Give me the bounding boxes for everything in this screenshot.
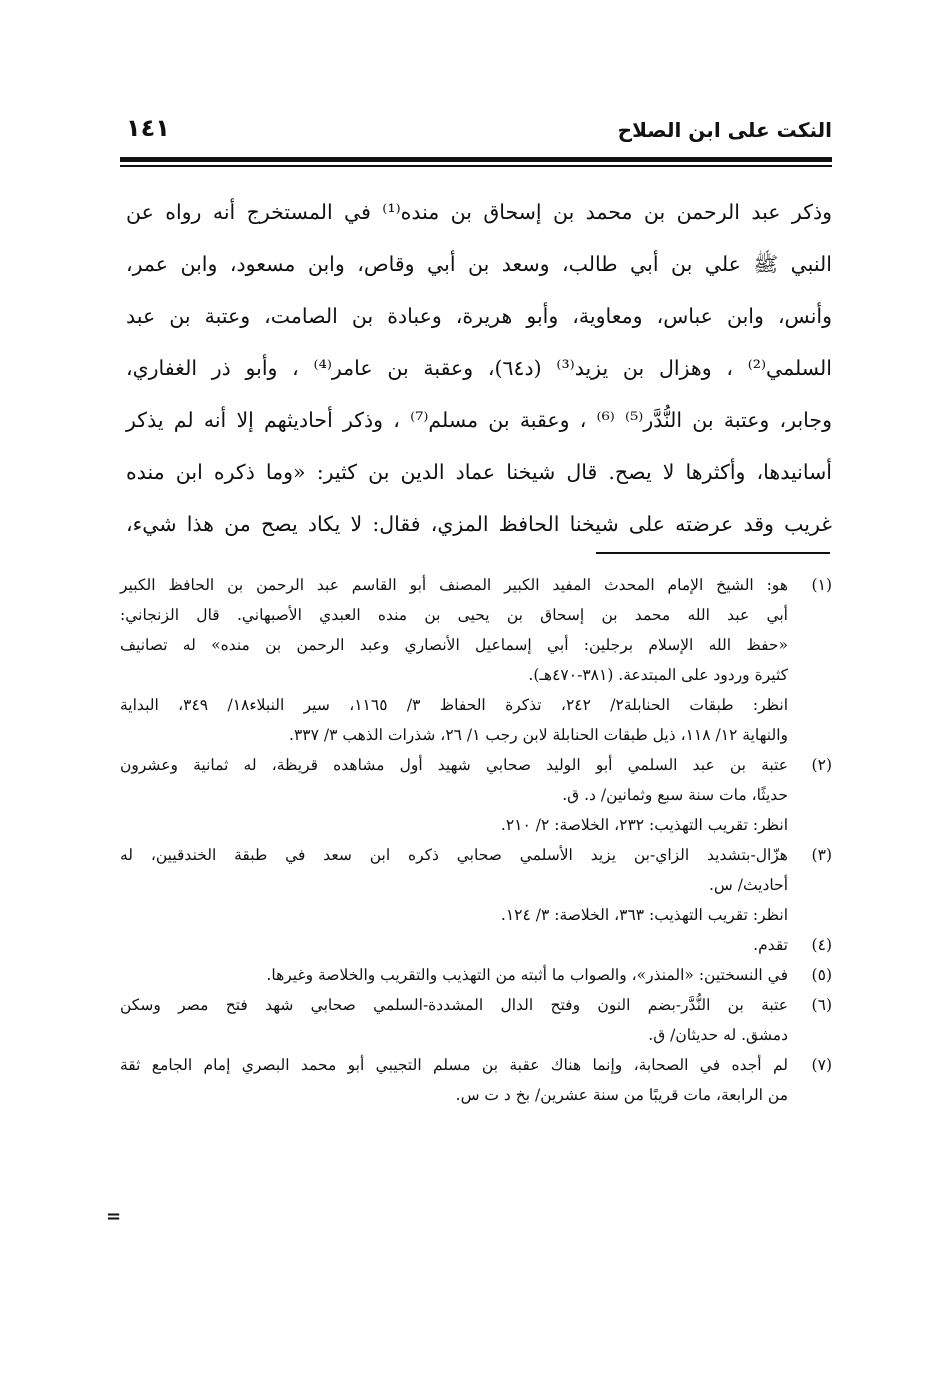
footnote-2 — [120, 750, 832, 840]
footnote-number: (٢) — [811, 756, 832, 774]
footnote-7 — [120, 1050, 832, 1110]
footnote-number: (١) — [811, 576, 832, 594]
footnote-line: انظر: تقريب التهذيب: ٢٣٢، الخلاصة: ٢/ ٢١٠. — [500, 816, 788, 834]
footnote-line: انظر: طبقات الحنابلة٢/ ٢٤٢، تذكرة الحفاظ ٣/ ١١٦٥، سير النبلاء١٨/ ٣٤٩، البداية — [120, 696, 789, 714]
footnote-number: (٥) — [811, 966, 832, 984]
footnote-line: انظر: تقريب التهذيب: ٣٦٣، الخلاصة: ٣/ ١٢٤. — [500, 906, 788, 924]
footnote-line: تقدم. — [753, 936, 788, 954]
text-line: وذكر عبد الرحمن بن محمد بن إسحاق بن منده⁽¹⁾ في المستخرج أنه رواه عن — [126, 200, 832, 224]
text-line: النبي ﷺ علي بن أبي طالب، وسعد بن أبي وقاص، وابن مسعود، وابن عمر، — [126, 252, 832, 276]
footnote-line: حديثًا، مات سنة سبع وثمانين/ د. ق. — [562, 786, 788, 804]
footnote-number: (٣) — [811, 846, 832, 864]
footnote-4 — [120, 930, 832, 960]
footnote-3 — [120, 840, 832, 930]
footnote-line: عتبة بن عبد السلمي أبو الوليد صحابي شهيد أول مشاهده قريظة، له ثمانية وعشرون — [120, 756, 788, 774]
footnote-line: هو: الشيخ الإمام المحدث المفيد الكبير المصنف أبو القاسم عبد الرحمن بن الحافظ الكبير — [120, 576, 788, 594]
footnote-line: أحاديث/ س. — [708, 876, 788, 894]
text-line: أسانيدها، وأكثرها لا يصح. قال شيخنا عماد الدين بن كثير: «وما ذكره ابن منده — [126, 460, 832, 484]
footnote-line: في النسختين: «المنذر»، والصواب ما أثبته من التهذيب والتقريب والخلاصة وغيرها. — [266, 966, 788, 984]
header-rule-thick — [120, 157, 832, 162]
footnote-line: أبي عبد الله محمد بن إسحاق بن يحيى بن منده العبدي الأصبهاني. قال الزنجاني: — [120, 606, 788, 624]
footnote-line: عتبة بن النُّدَّر-بضم النون وفتح الدال المشددة-السلمي صحابي شهد فتح مصر وسكن — [120, 996, 788, 1014]
header-rule-thin — [120, 165, 832, 167]
footnotes — [120, 570, 832, 1110]
page-number: ١٤١ — [126, 114, 170, 142]
footnote-number: (٤) — [811, 936, 832, 954]
footnote-line: هزّال-بتشديد الزاي-بن يزيد الأسلمي صحابي ذكره ابن سعد في طبقة الخندقيين، له — [120, 846, 788, 864]
text-line: السلمي⁽²⁾ ، وهزال بن يزيد⁽³⁾ (د٦٤)، وعقبة بن عامر⁽⁴⁾ ، وأبو ذر الغفاري، — [126, 356, 832, 380]
footnote-number: (٧) — [811, 1056, 832, 1074]
text-line: غريب وقد عرضته على شيخنا الحافظ المزي، فقال: لا يكاد يصح من هذا شيء، — [126, 512, 832, 536]
page-header — [120, 112, 832, 158]
text-line: وجابر، وعتبة بن النُّدَّر⁽⁵⁾ ⁽⁶⁾ ، وعقبة بن مسلم⁽⁷⁾ ، وذكر أحاديثهم إلا أنه لم يذكر — [126, 408, 832, 432]
footnote-5 — [120, 960, 832, 990]
footnote-6 — [120, 990, 832, 1050]
running-title: النكت على ابن الصلاح — [617, 118, 832, 142]
footnote-divider — [596, 552, 830, 554]
footnote-line: كثيرة وردود على المبتدعة. (٣٨١-٤٧٠هـ). — [528, 666, 788, 684]
continuation-mark: = — [106, 1206, 122, 1227]
footnote-line: والنهاية ١٢/ ١١٨، ذيل طبقات الحنابلة لابن رجب ١/ ٢٦، شذرات الذهب ٣/ ٣٣٧. — [289, 726, 788, 744]
main-text — [126, 186, 832, 550]
footnote-1 — [120, 570, 832, 750]
text-line: وأنس، وابن عباس، ومعاوية، وأبو هريرة، وعبادة بن الصامت، وعتبة بن عبد — [126, 304, 832, 328]
footnote-line: من الرابعة، مات قريبًا من سنة عشرين/ بخ د ت س. — [455, 1086, 788, 1104]
footnote-number: (٦) — [811, 996, 832, 1014]
footnote-line: «حفظ الله الإسلام برجلين: أبي إسماعيل الأنصاري وعبد الرحمن بن منده» له تصانيف — [120, 636, 788, 654]
footnote-line: لم أجده في الصحابة، وإنما هناك عقبة بن مسلم التجيبي أبو محمد البصري إمام الجامع ثقة — [120, 1056, 788, 1074]
footnote-line: دمشق. له حديثان/ ق. — [648, 1026, 788, 1044]
